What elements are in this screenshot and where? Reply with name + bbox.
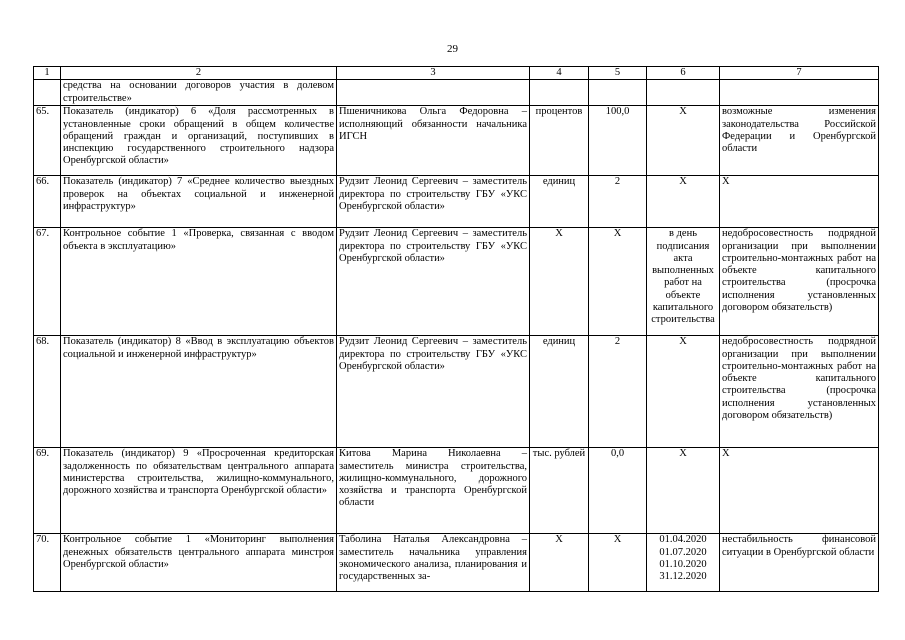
indicator-cell: Контрольное событие 1 «Проверка, связанная с вводом объекта в эксплуатацию» bbox=[61, 228, 337, 336]
date-cell: X bbox=[647, 336, 720, 448]
indicator-cell: Показатель (индикатор) 8 «Ввод в эксплуатацию объектов социальной и инженерной инфраструктур» bbox=[61, 336, 337, 448]
unit-cell: единиц bbox=[530, 336, 589, 448]
value-cell: X bbox=[589, 228, 647, 336]
indicator-cell: Показатель (индикатор) 6 «Доля рассмотренных в установленные сроки обращений в общем количестве обращений граждан и организаций, поступивших в инспекцию государственного строительного надзора Оренбургской области» bbox=[61, 106, 337, 176]
risk-cell: X bbox=[720, 448, 879, 534]
responsible-cell: Рудзит Леонид Сергеевич – заместитель директора по строительству ГБУ «УКС Оренбургской области» bbox=[337, 176, 530, 228]
date-cell: 01.04.2020 01.07.2020 01.10.2020 31.12.2020 bbox=[647, 534, 720, 592]
date-cell: X bbox=[647, 448, 720, 534]
risk-cell: возможные изменения законодательства Российской Федерации и Оренбургской области bbox=[720, 106, 879, 176]
table-row bbox=[34, 176, 879, 228]
header-cell: 3 bbox=[337, 67, 530, 80]
header-cell: 6 bbox=[647, 67, 720, 80]
indicator-cell: Показатель (индикатор) 9 «Просроченная кредиторская задолженность по обязательствам центрального аппарата министерства строительства, жилищно-коммунального, дорожного хозяйства и транспорта Оренбургской области» bbox=[61, 448, 337, 534]
indicator-cell: Контрольное событие 1 «Мониторинг выполнения денежных обязательств центрального аппарата минстроя Оренбургской области» bbox=[61, 534, 337, 592]
indicator-cell: средства на основании договоров участия в долевом строительстве» bbox=[61, 80, 337, 106]
header-cell: 4 bbox=[530, 67, 589, 80]
responsible-cell: Таболина Наталья Александровна – заместитель начальника управления экономического анализа, планирования и государственных за- bbox=[337, 534, 530, 592]
page-number: 29 bbox=[447, 43, 458, 55]
table-row bbox=[34, 448, 879, 534]
table-row bbox=[34, 534, 879, 592]
date-cell: X bbox=[647, 106, 720, 176]
responsible-cell: Рудзит Леонид Сергеевич – заместитель директора по строительству ГБУ «УКС Оренбургской области» bbox=[337, 336, 530, 448]
value-cell: 2 bbox=[589, 336, 647, 448]
header-cell: 1 bbox=[34, 67, 61, 80]
row-number: 67. bbox=[34, 228, 61, 336]
unit-cell: X bbox=[530, 534, 589, 592]
row-number: 66. bbox=[34, 176, 61, 228]
unit-cell bbox=[530, 80, 589, 106]
table-header-row bbox=[34, 67, 879, 80]
unit-cell: процентов bbox=[530, 106, 589, 176]
table-row bbox=[34, 80, 879, 106]
value-cell bbox=[589, 80, 647, 106]
header-cell: 7 bbox=[720, 67, 879, 80]
table-row bbox=[34, 228, 879, 336]
header-cell: 2 bbox=[61, 67, 337, 80]
unit-cell: тыс. рублей bbox=[530, 448, 589, 534]
row-number bbox=[34, 80, 61, 106]
unit-cell: единиц bbox=[530, 176, 589, 228]
row-number: 65. bbox=[34, 106, 61, 176]
value-cell: 100,0 bbox=[589, 106, 647, 176]
row-number: 68. bbox=[34, 336, 61, 448]
risk-cell: нестабильность финансовой ситуации в Оренбургской области bbox=[720, 534, 879, 592]
table-row bbox=[34, 106, 879, 176]
responsible-cell bbox=[337, 80, 530, 106]
risk-cell: X bbox=[720, 176, 879, 228]
header-cell: 5 bbox=[589, 67, 647, 80]
date-cell bbox=[647, 80, 720, 106]
responsible-cell: Рудзит Леонид Сергеевич – заместитель директора по строительству ГБУ «УКС Оренбургской области» bbox=[337, 228, 530, 336]
value-cell: 2 bbox=[589, 176, 647, 228]
value-cell: X bbox=[589, 534, 647, 592]
row-number: 69. bbox=[34, 448, 61, 534]
risk-cell: недобросовестность подрядной организации при выполнении строительно-монтажных работ на объекте капитального строительства (просрочка исполнения установленных договором обязательств) bbox=[720, 336, 879, 448]
value-cell: 0,0 bbox=[589, 448, 647, 534]
data-table bbox=[33, 66, 879, 592]
row-number: 70. bbox=[34, 534, 61, 592]
indicator-cell: Показатель (индикатор) 7 «Среднее количество выездных проверок на объектах социальной и инженерной инфраструктур» bbox=[61, 176, 337, 228]
responsible-cell: Пшеничникова Ольга Федоровна – исполняющий обязанности начальника ИГСН bbox=[337, 106, 530, 176]
date-cell: X bbox=[647, 176, 720, 228]
risk-cell bbox=[720, 80, 879, 106]
risk-cell: недобросовестность подрядной организации при выполнении строительно-монтажных работ на объекте капитального строительства (просрочка исполнения установленных договором обязательств) bbox=[720, 228, 879, 336]
date-cell: в день подписания акта выполненных работ на объекте капитального строительства bbox=[647, 228, 720, 336]
unit-cell: X bbox=[530, 228, 589, 336]
responsible-cell: Китова Марина Николаевна – заместитель министра строительства, жилищно-коммунального, дорожного хозяйства и транспорта Оренбургской области bbox=[337, 448, 530, 534]
table-row bbox=[34, 336, 879, 448]
